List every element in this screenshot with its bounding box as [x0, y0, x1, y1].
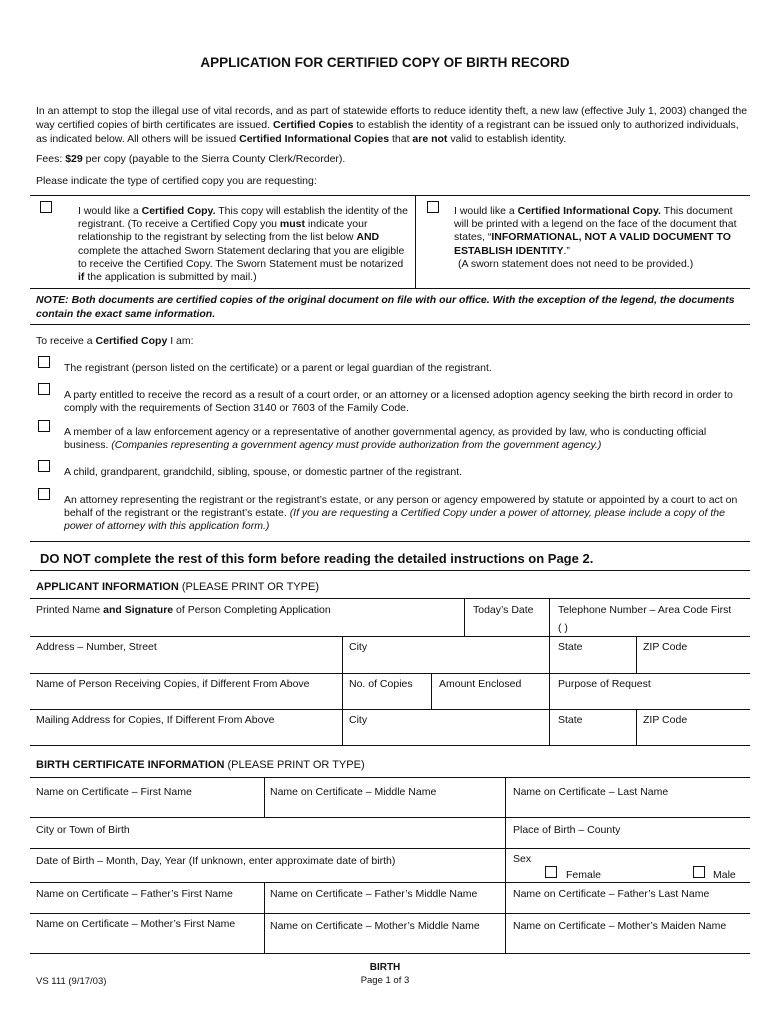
divider [30, 745, 750, 746]
certificate-first-name-field[interactable]: Name on Certificate – First Name [36, 786, 192, 798]
divider [30, 195, 750, 196]
intro-paragraph: In an attempt to stop the illegal use of vital records, and as part of statewide efforts to reduce identity theft, a new law (effective July 1, 2003) changed the way certified copies of birth certificates are issued. Certified Copies to establish the identity of a registrant can be issued only to authorized individuals, as indicated below. All others will be issued Certified Informational Copies that are not valid to establish identity. [36, 105, 748, 145]
indicate-line: Please indicate the type of certified copy you are requesting: [36, 175, 317, 187]
divider [30, 324, 750, 325]
father-middle-name-field[interactable]: Name on Certificate – Father’s Middle Name [270, 888, 478, 900]
note-text: NOTE: Both documents are certified copies of the original document on file with our office. With the exception of the legend, the documents contain the exact same information. [36, 294, 735, 320]
todays-date-field[interactable]: Today’s Date [473, 604, 534, 616]
sex-label: Sex [513, 853, 532, 865]
divider [30, 288, 750, 289]
relationship-checkbox-attorney[interactable] [38, 488, 50, 500]
informational-copy-checkbox[interactable] [427, 201, 439, 213]
male-label: Male [713, 869, 736, 881]
female-label: Female [566, 869, 602, 881]
divider [415, 195, 416, 288]
relationship-checkbox-court-order[interactable] [38, 383, 50, 395]
to-receive-line: To receive a Certified Copy I am: [36, 335, 194, 347]
area-code-parentheses: ( ) [558, 622, 568, 634]
divider [30, 709, 750, 710]
page-number: Page 1 of 3 [360, 975, 410, 986]
do-not-complete-warning: DO NOT complete the rest of this form before reading the detailed instructions on Page 2. [40, 551, 594, 566]
divider [30, 848, 750, 849]
city-of-birth-field[interactable]: City or Town of Birth [36, 824, 130, 836]
relationship-label-attorney: An attorney representing the registrant or the registrant’s estate, or any person or agency empowered by statute or appointed by a court to act on behalf of the registrant or the registrant’s estate. (If you are requesting a Certified Copy under a power of attorney, please include a copy of the power of attorney with this application form.) [64, 494, 738, 532]
divider [549, 636, 550, 745]
divider [431, 673, 432, 709]
divider [30, 777, 750, 778]
relationship-checkbox-law-enforcement[interactable] [38, 420, 50, 432]
informational-copy-option-text: I would like a Certified Informational Copy. This document will be printed with a legend on the face of the document that states, “INFORMATIONAL, NOT A VALID DOCUMENT TO ESTABLISH IDENTITY.” (A sworn statement does not need to be provided.) [454, 205, 737, 270]
mother-maiden-name-field[interactable]: Name on Certificate – Mother’s Maiden Name [513, 920, 727, 932]
divider [264, 882, 265, 953]
form-id: VS 111 (9/17/03) [36, 976, 107, 987]
mother-middle-name-field[interactable]: Name on Certificate – Mother’s Middle Name [270, 920, 480, 932]
purpose-of-request-field[interactable]: Purpose of Request [558, 678, 651, 690]
amount-enclosed-field[interactable]: Amount Enclosed [439, 678, 522, 690]
page-title: APPLICATION FOR CERTIFIED COPY OF BIRTH RECORD [200, 55, 570, 70]
certified-copy-option-text: I would like a Certified Copy. This copy will establish the identity of the registrant. (To receive a Certified Copy you must indicate your relationship to the registrant by selecting from the list below AND complete the attached Sworn Statement declaring that you are eligible to receive the Certified Copy. The Sworn Statement must be notarized if the application is submitted by mail.) [78, 205, 408, 284]
mailing-address-field[interactable]: Mailing Address for Copies, If Different From Above [36, 714, 275, 726]
female-checkbox[interactable] [545, 866, 557, 878]
divider [30, 570, 750, 571]
printed-name-signature-field[interactable]: Printed Name and Signature of Person Completing Application [36, 604, 331, 616]
record-type: BIRTH [369, 962, 401, 973]
divider [636, 636, 637, 673]
male-checkbox[interactable] [693, 866, 705, 878]
divider [549, 598, 550, 636]
divider [30, 673, 750, 674]
relationship-checkbox-registrant[interactable] [38, 356, 50, 368]
receiving-name-field[interactable]: Name of Person Receiving Copies, if Different From Above [36, 678, 310, 690]
father-last-name-field[interactable]: Name on Certificate – Father’s Last Name [513, 888, 710, 900]
relationship-checkbox-family[interactable] [38, 460, 50, 472]
divider [505, 777, 506, 953]
relationship-label-family: A child, grandparent, grandchild, sibling, spouse, or domestic partner of the registrant. [64, 466, 463, 478]
father-first-name-field[interactable]: Name on Certificate – Father’s First Name [36, 888, 233, 900]
divider [30, 953, 750, 954]
certificate-last-name-field[interactable]: Name on Certificate – Last Name [513, 786, 669, 798]
county-of-birth-field[interactable]: Place of Birth – County [513, 824, 621, 836]
state-field[interactable]: State [558, 641, 583, 653]
divider [342, 636, 343, 745]
divider [30, 541, 750, 542]
date-of-birth-field[interactable]: Date of Birth – Month, Day, Year (If unknown, enter approximate date of birth) [36, 855, 396, 867]
mailing-zip-field[interactable]: ZIP Code [643, 714, 688, 726]
fees-line: Fees: $29 per copy (payable to the Sierra County Clerk/Recorder). [36, 153, 346, 165]
mailing-city-field[interactable]: City [349, 714, 368, 726]
relationship-label-law-enforcement: A member of a law enforcement agency or a representative of another governmental agency, as provided by law, who is conducting official business. (Companies representing a government agency must provide authorization from the government agency.) [64, 426, 707, 451]
divider [264, 777, 265, 817]
divider [464, 598, 465, 636]
certified-copy-checkbox[interactable] [40, 201, 52, 213]
applicant-information-heading: APPLICANT INFORMATION (PLEASE PRINT OR TYPE) [36, 581, 319, 593]
divider [30, 913, 750, 914]
address-field[interactable]: Address – Number, Street [36, 641, 157, 653]
divider [30, 882, 750, 883]
relationship-label-registrant: The registrant (person listed on the certificate) or a parent or legal guardian of the registrant. [64, 362, 492, 374]
mother-first-name-field[interactable]: Name on Certificate – Mother’s First Name [36, 918, 236, 930]
certificate-middle-name-field[interactable]: Name on Certificate – Middle Name [270, 786, 437, 798]
divider [636, 709, 637, 745]
divider [30, 636, 750, 637]
divider [30, 817, 750, 818]
relationship-label-court-order: A party entitled to receive the record as a result of a court order, or an attorney or a licensed adoption agency seeking the birth record in order to comply with the requirements of Section 3140 or 7603 of the Family Code. [64, 389, 733, 414]
zip-field[interactable]: ZIP Code [643, 641, 688, 653]
telephone-field[interactable]: Telephone Number – Area Code First [558, 604, 732, 616]
mailing-state-field[interactable]: State [558, 714, 583, 726]
divider [30, 598, 750, 599]
birth-certificate-heading: BIRTH CERTIFICATE INFORMATION (PLEASE PRINT OR TYPE) [36, 759, 365, 771]
number-of-copies-field[interactable]: No. of Copies [349, 678, 413, 690]
city-field[interactable]: City [349, 641, 368, 653]
